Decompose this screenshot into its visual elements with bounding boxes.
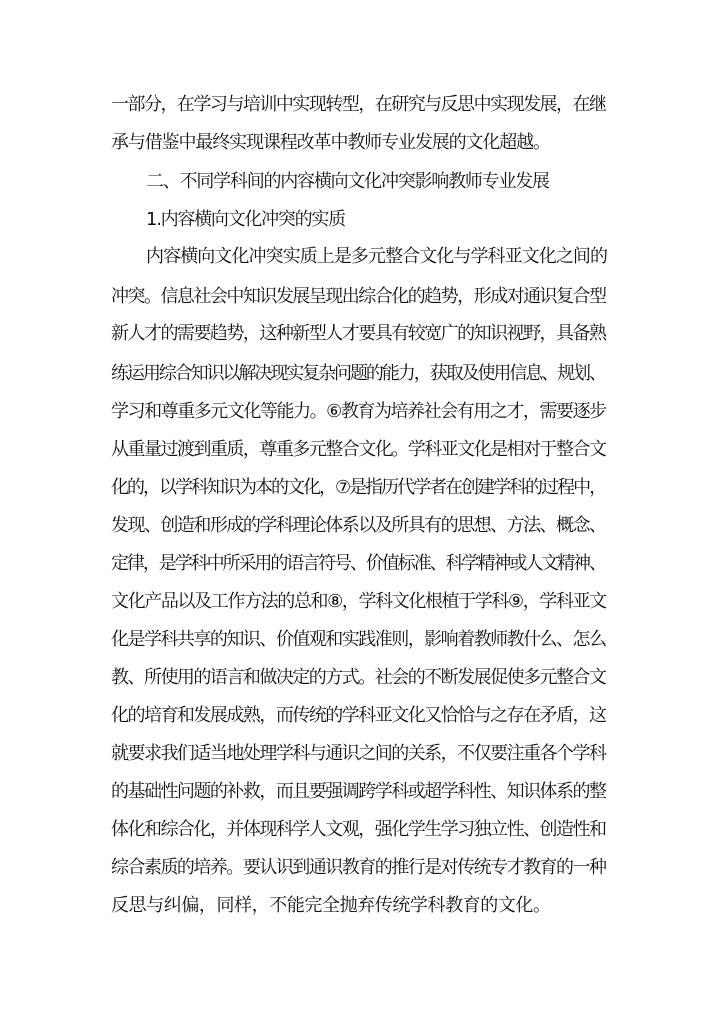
paragraph-line: 化的培育和发展成熟，而传统的学科亚文化又恰恰与之存在矛盾，这	[111, 705, 606, 726]
paragraph-line: 练运用综合知识以解决现实复杂问题的能力，获取及使用信息、规划、	[111, 363, 605, 384]
paragraph-line: 从重量过渡到重质，尊重多元整合文化。学科亚文化是相对于整合文	[111, 439, 606, 460]
paragraph-line: 反思与纠偏，同样，不能完全抛弃传统学科教育的文化。	[111, 895, 551, 916]
paragraph-line: 的基础性问题的补救，而且要强调跨学科或超学科性、知识体系的整	[111, 781, 606, 802]
paragraph-line: 综合素质的培养。要认识到通识教育的推行是对传统专才教育的一种	[111, 857, 606, 878]
paragraph-line: 体化和综合化，并体现科学人文观，强化学生学习独立性、创造性和	[111, 819, 606, 840]
paragraph-line: 化是学科共享的知识、价值观和实践准则，影响着教师教什么、怎么	[111, 629, 606, 650]
paragraph-line: 发现、创造和形成的学科理论体系以及所具有的思想、方法、概念、	[111, 515, 606, 536]
paragraph-line: 教、所使用的语言和做决定的方式。社会的不断发展促使多元整合文	[111, 667, 606, 688]
paragraph-line: 定律，是学科中所采用的语言符号、价值标准、科学精神或人文精神、	[111, 553, 605, 574]
paragraph-line: 冲突。信息社会中知识发展呈现出综合化的趋势，形成对通识复合型	[111, 286, 606, 307]
paragraph-line: 新人才的需要趋势，这种新型人才要具有较宽广的知识视野，具备熟	[111, 323, 606, 344]
paragraph-line: 学习和尊重多元文化等能力。⑥教育为培养社会有用之才，需要逐步	[111, 401, 606, 422]
subsection-heading: 1.内容横向文化冲突的实质	[146, 209, 345, 230]
section-heading: 二、不同学科间的内容横向文化冲突影响教师专业发展	[146, 171, 549, 192]
paragraph-line: 文化产品以及工作方法的总和⑧，学科文化根植于学科⑨，学科亚文	[111, 591, 606, 612]
paragraph-line: 内容横向文化冲突实质上是多元整合文化与学科亚文化之间的	[146, 246, 608, 267]
paragraph-line: 化的，以学科知识为本的文化，⑦是指历代学者在创建学科的过程中，	[111, 477, 606, 498]
paragraph-line: 一部分，在学习与培训中实现转型，在研究与反思中实现发展，在继	[111, 94, 606, 115]
paragraph-line: 就要求我们适当地处理学科与通识之间的关系，不仅要注重各个学科	[111, 743, 606, 764]
paragraph-line: 承与借鉴中最终实现课程改革中教师专业发展的文化超越。	[111, 132, 550, 153]
